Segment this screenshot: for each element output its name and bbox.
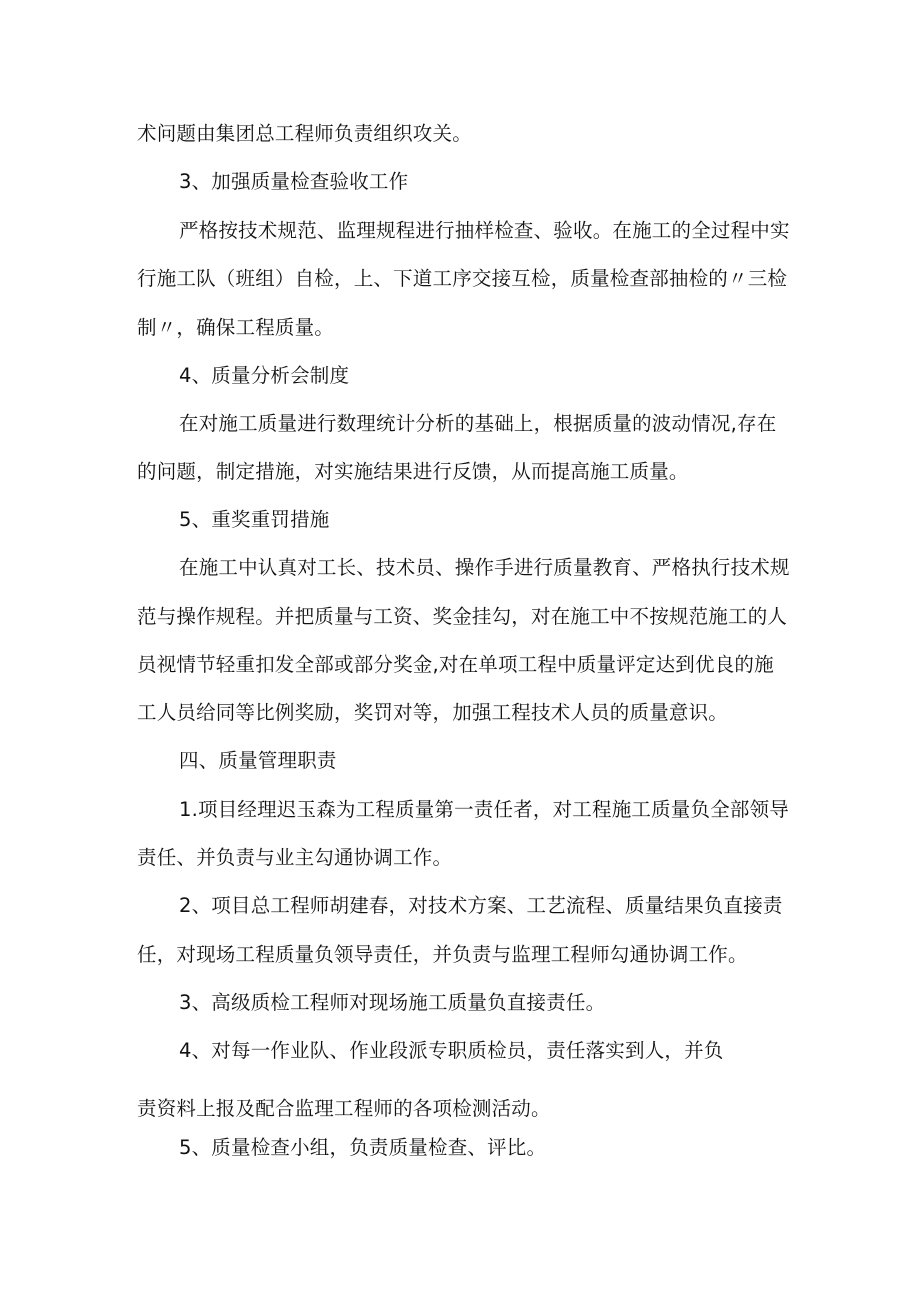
section-heading: 5、重奖重罚措施 (179, 508, 330, 531)
section-heading: 四、质量管理职责 (179, 749, 337, 772)
paragraph-line: 5、质量检查小组，负责质量检查、评比。 (179, 1136, 547, 1159)
paragraph-line: 员视情节轻重扣发全部或部分奖金,对在单项工程中质量评定达到优良的施 (137, 653, 774, 676)
paragraph-line: 3、高级质检工程师对现场施工质量负直接责任。 (179, 991, 606, 1014)
paragraph-line: 4、对每一作业队、作业段派专职质检员，责任落实到人，并负 (179, 1039, 724, 1062)
section-heading: 3、加强质量检查验收工作 (179, 170, 409, 193)
paragraph-line: 的问题，制定措施，对实施结果进行反馈，从而提高施工质量。 (137, 460, 689, 483)
paragraph-line: 范与操作规程。并把质量与工资、奖金挂勾，对在施工中不按规范施工的人 (137, 605, 788, 628)
paragraph-line: 任，对现场工程质量负领导责任，并负责与监理工程师勾通协调工作。 (137, 943, 748, 966)
paragraph-line: 在对施工质量进行数理统计分析的基础上，根据质量的波动情况,存在 (179, 412, 777, 435)
paragraph-line: 责资料上报及配合监理工程师的各项检测活动。 (137, 1097, 551, 1120)
section-heading: 4、质量分析会制度 (179, 364, 350, 387)
paragraph-line: 在施工中认真对工长、技术员、操作手进行质量教育、严格执行技术规 (179, 556, 790, 579)
paragraph-line: 制〃，确保工程质量。 (137, 316, 335, 339)
paragraph-line: 严格按技术规范、监理规程进行抽样检查、验收。在施工的全过程中实 (179, 219, 790, 242)
paragraph-line: 行施工队（班组）自检，上、下道工序交接互检，质量检查部抽检的〃三检 (137, 267, 788, 290)
paragraph-line: 工人员给同等比例奖励，奖罚对等，加强工程技术人员的质量意识。 (137, 701, 729, 724)
text-line: 术问题由集团总工程师负责组织攻关。 (137, 122, 472, 145)
paragraph-line: 1.项目经理迟玉森为工程质量第一责任者，对工程施工质量负全部领导 (179, 798, 790, 821)
paragraph-line: 2、项目总工程师胡建春，对技术方案、工艺流程、质量结果负直接责 (179, 894, 783, 917)
paragraph-line: 责任、并负责与业主勾通协调工作。 (137, 846, 453, 869)
